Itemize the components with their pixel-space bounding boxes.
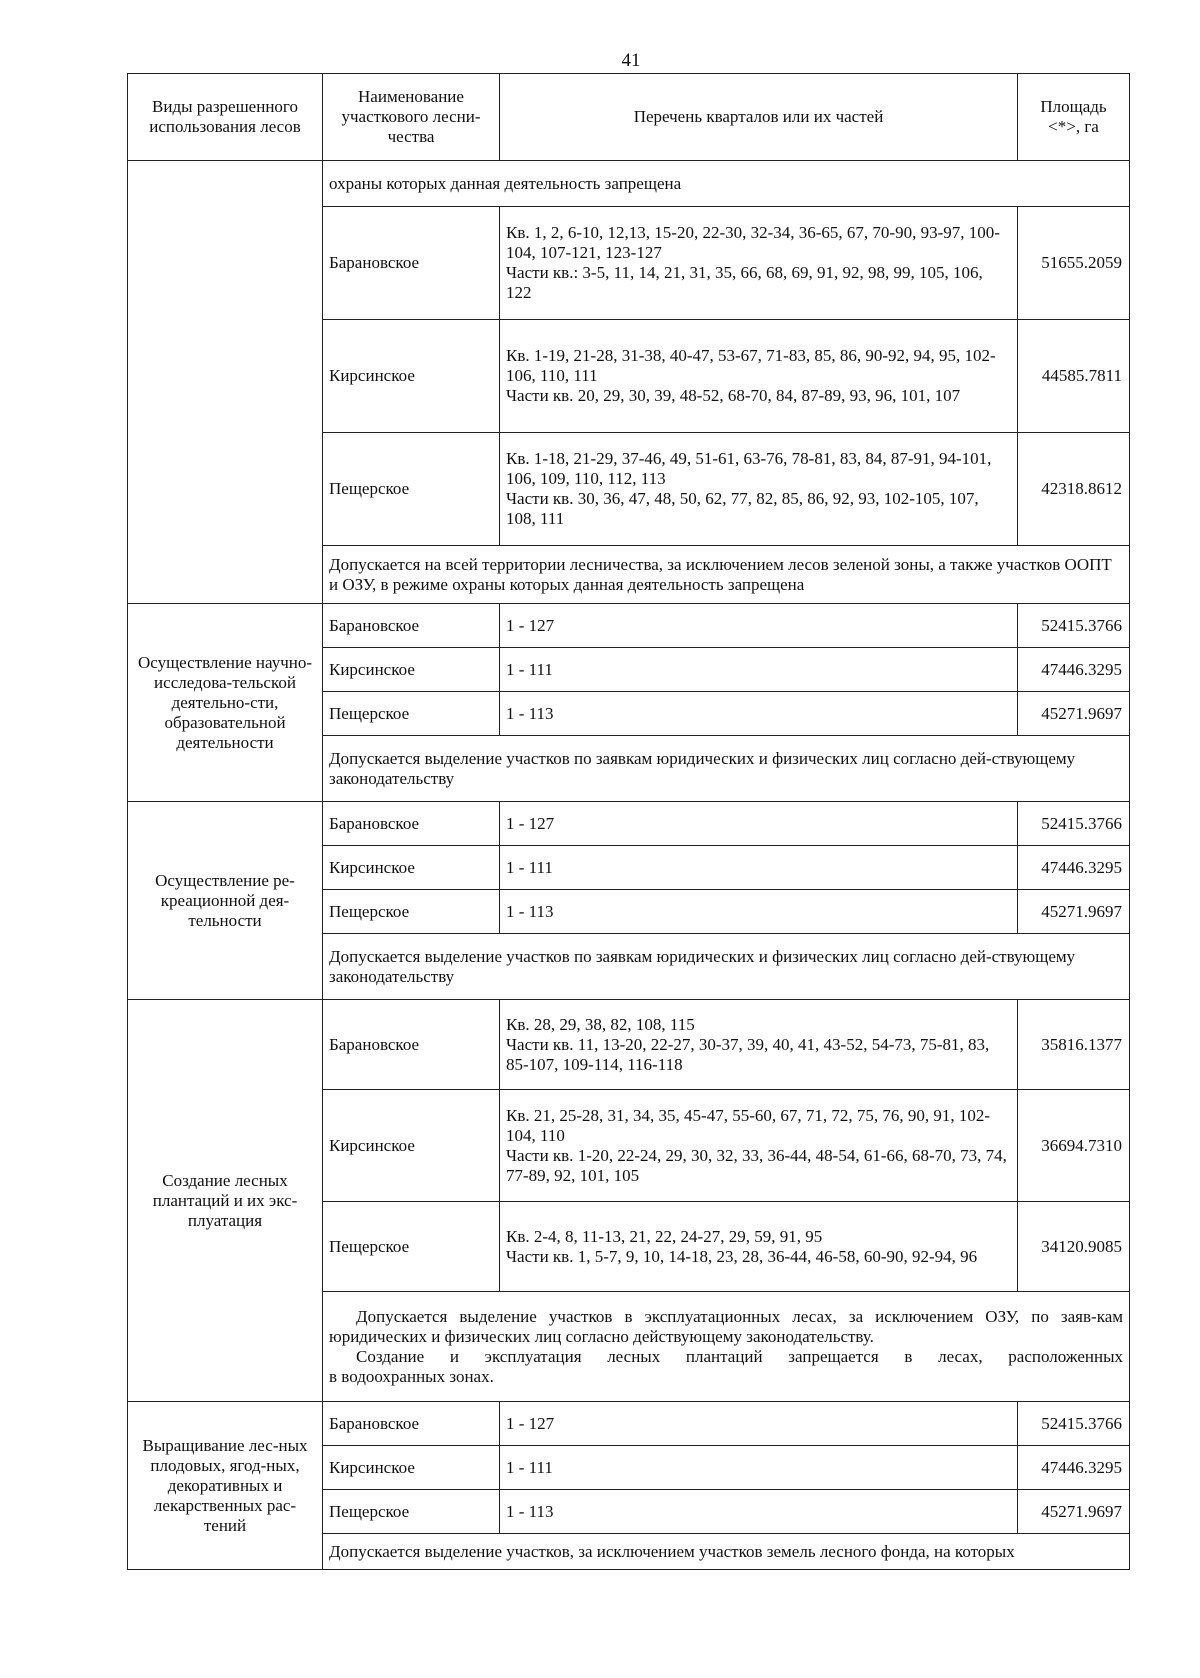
area-value: 34120.9085	[1018, 1202, 1130, 1292]
table-row	[128, 604, 1130, 648]
header-use-type: Виды разрешенного использования лесов	[128, 74, 323, 161]
area-value: 47446.3295	[1018, 846, 1130, 890]
use-type-cell: Осуществление ре-креационной дея-тельности	[128, 802, 323, 1000]
table-row	[128, 1000, 1130, 1090]
header-quarters: Перечень кварталов или их частей	[500, 74, 1018, 161]
area-value: 42318.8612	[1018, 433, 1130, 546]
quarter-list: Кв. 21, 25-28, 31, 34, 35, 45-47, 55-60, 67, 71, 72, 75, 76, 90, 91, 102-104, 110 Части кв. 1-20, 22-24, 29, 30, 32, 33, 36-44, 48-54, 61-66, 68-70, 73, 74, 77-89, 92, 101, 105	[500, 1090, 1018, 1202]
forestry-name: Кирсинское	[323, 648, 500, 692]
forestry-name: Пещерское	[323, 433, 500, 546]
header-forestry: Наименование участкового лесни-чества	[323, 74, 500, 161]
forestry-name: Кирсинское	[323, 1446, 500, 1490]
quarter-list: Кв. 2-4, 8, 11-13, 21, 22, 24-27, 29, 59, 91, 95 Части кв. 1, 5-7, 9, 10, 14-18, 23, 28, 36-44, 46-58, 60-90, 92-94, 96	[500, 1202, 1018, 1292]
continuation-note: охраны которых данная деятельность запрещена	[323, 161, 1130, 207]
quarter-list: 1 - 127	[500, 1402, 1018, 1446]
area-value: 52415.3766	[1018, 604, 1130, 648]
area-value: 51655.2059	[1018, 207, 1130, 320]
header-area: Площадь <*>, га	[1018, 74, 1130, 161]
area-value: 45271.9697	[1018, 890, 1130, 934]
group-note-block	[323, 1292, 1130, 1402]
forestry-name: Кирсинское	[323, 1090, 500, 1202]
quarter-list: 1 - 111	[500, 1446, 1018, 1490]
area-value: 45271.9697	[1018, 1490, 1130, 1534]
forestry-name: Барановское	[323, 1402, 500, 1446]
use-type-cell	[128, 161, 323, 604]
quarter-list: 1 - 113	[500, 1490, 1018, 1534]
quarter-list: Кв. 1-19, 21-28, 31-38, 40-47, 53-67, 71-83, 85, 86, 90-92, 94, 95, 102-106, 110, 111 Части кв. 20, 29, 30, 39, 48-52, 68-70, 84, 87-89, 93, 96, 101, 107	[500, 320, 1018, 433]
forestry-name: Барановское	[323, 604, 500, 648]
use-type-cell: Осуществление научно-исследова-тельской деятельно-сти, образовательной деятельности	[128, 604, 323, 802]
area-value: 52415.3766	[1018, 1402, 1130, 1446]
quarter-list: 1 - 127	[500, 802, 1018, 846]
quarter-list: 1 - 113	[500, 692, 1018, 736]
quarter-list: 1 - 113	[500, 890, 1018, 934]
area-value: 47446.3295	[1018, 648, 1130, 692]
land-use-table	[127, 73, 1130, 1570]
forestry-name: Барановское	[323, 1000, 500, 1090]
table-row	[128, 161, 1130, 207]
group-note-2a: Создание и эксплуатация лесных плантаций запрещается в лесах, расположенных	[356, 1346, 1123, 1366]
forestry-name: Пещерское	[323, 692, 500, 736]
area-value: 44585.7811	[1018, 320, 1130, 433]
forestry-name: Кирсинское	[323, 320, 500, 433]
area-value: 45271.9697	[1018, 692, 1130, 736]
quarter-list: Кв. 1-18, 21-29, 37-46, 49, 51-61, 63-76, 78-81, 83, 84, 87-91, 94-101, 106, 109, 110, 112, 113 Части кв. 30, 36, 47, 48, 50, 62, 77, 82, 85, 86, 92, 93, 102-105, 107, 108, 111	[500, 433, 1018, 546]
page-number: 41	[621, 50, 641, 71]
group-note: Допускается выделение участков по заявкам юридических и физических лиц согласно дей-ствующему законодательству	[323, 736, 1130, 802]
forestry-name: Пещерское	[323, 1202, 500, 1292]
forestry-name: Пещерское	[323, 1490, 500, 1534]
group-note: Допускается выделение участков в эксплуатационных лесах, за исключением ОЗУ, по заяв-кам юридических и физических лиц согласно действующему законодательству.	[329, 1306, 1123, 1346]
area-value: 35816.1377	[1018, 1000, 1130, 1090]
area-value: 47446.3295	[1018, 1446, 1130, 1490]
table-row	[128, 802, 1130, 846]
quarter-list: 1 - 127	[500, 604, 1018, 648]
use-type-cell: Создание лесных плантаций и их экс-плуатация	[128, 1000, 323, 1402]
group-note-2b: в водоохранных зонах.	[329, 1366, 494, 1386]
quarter-list: Кв. 1, 2, 6-10, 12,13, 15-20, 22-30, 32-34, 36-65, 67, 70-90, 93-97, 100-104, 107-121, 123-127 Части кв.: 3-5, 11, 14, 21, 31, 35, 66, 68, 69, 91, 92, 98, 99, 105, 106, 122	[500, 207, 1018, 320]
group-note: Допускается выделение участков по заявкам юридических и физических лиц согласно дей-ствующему законодательству	[323, 934, 1130, 1000]
area-value: 52415.3766	[1018, 802, 1130, 846]
group-note: Допускается выделение участков, за исключением участков земель лесного фонда, на которых	[323, 1534, 1130, 1570]
quarter-list: 1 - 111	[500, 648, 1018, 692]
forestry-name: Барановское	[323, 207, 500, 320]
forestry-name: Барановское	[323, 802, 500, 846]
table-row	[128, 1402, 1130, 1446]
table-header-row	[128, 74, 1130, 161]
quarter-list: 1 - 111	[500, 846, 1018, 890]
quarter-list: Кв. 28, 29, 38, 82, 108, 115 Части кв. 11, 13-20, 22-27, 30-37, 39, 40, 41, 43-52, 54-73, 75-81, 83, 85-107, 109-114, 116-118	[500, 1000, 1018, 1090]
forestry-name: Пещерское	[323, 890, 500, 934]
forestry-name: Кирсинское	[323, 846, 500, 890]
group-note: Допускается на всей территории лесничества, за исключением лесов зеленой зоны, а также участков ООПТ и ОЗУ, в режиме охраны которых данная деятельность запрещена	[323, 546, 1130, 604]
use-type-cell: Выращивание лес-ных плодовых, ягод-ных, декоративных и лекарственных рас-тений	[128, 1402, 323, 1570]
area-value: 36694.7310	[1018, 1090, 1130, 1202]
